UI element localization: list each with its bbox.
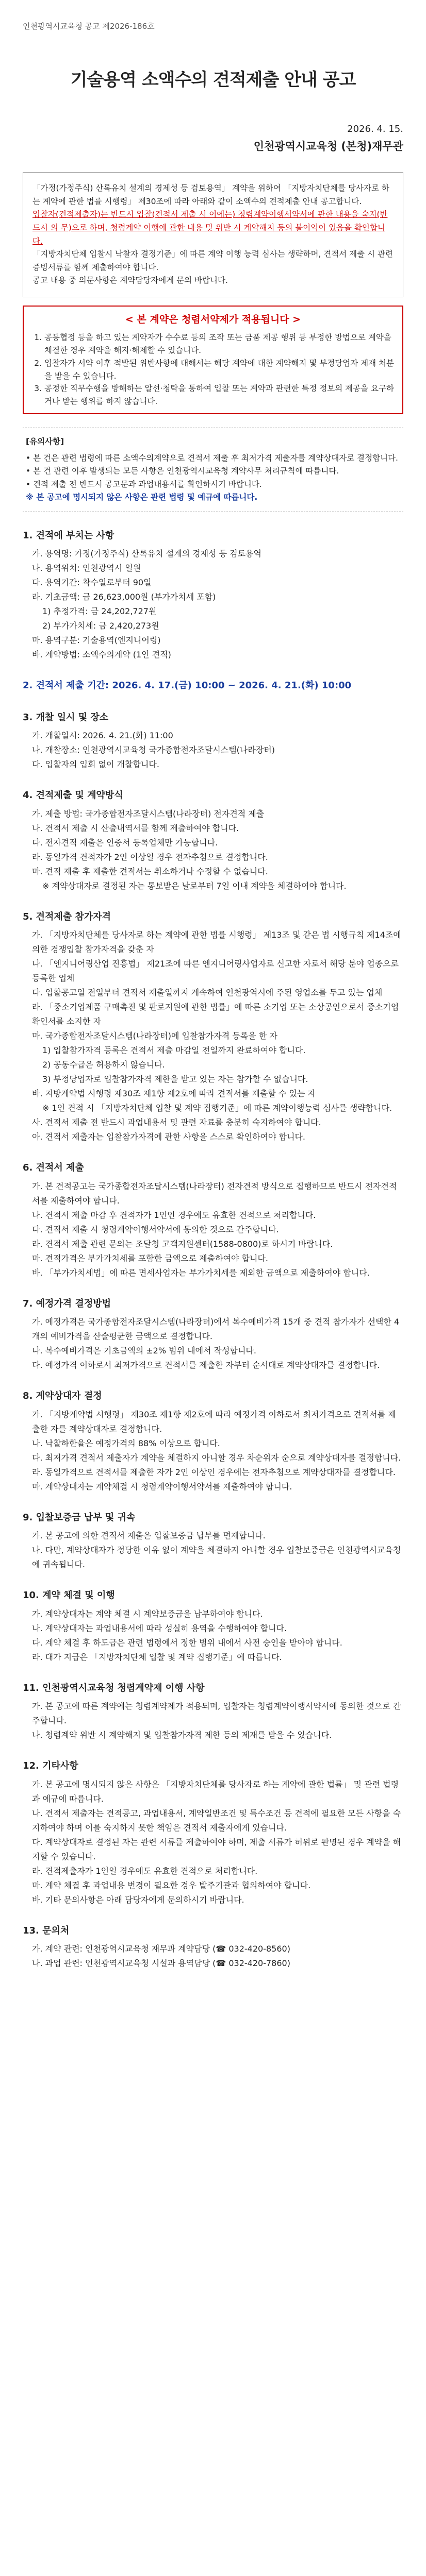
- notice-box: [23, 172, 403, 297]
- section-heading: 1. 견적에 부치는 사항: [23, 530, 114, 541]
- section-heading: 10. 계약 체결 및 이행: [23, 1590, 115, 1601]
- section-heading: 11. 인천광역시교육청 청렴계약제 이행 사항: [23, 1682, 205, 1693]
- integrity-item: 2. 입찰자가 서약 이후 적발된 위반사항에 대해서는 해당 계약에 대한 계약해지 및 부정당업자 제재 처분을 받을 수 있습니다.: [44, 357, 394, 383]
- remark-line: • 본 건 관련 이후 발생되는 모든 사항은 인천광역시교육청 계약사무 처리규칙에 따릅니다.: [26, 466, 339, 476]
- section-row: 나. 청렴계약 위반 시 계약해지 및 입찰참가자격 제한 등의 제재를 받을 수 있습니다.: [32, 1730, 332, 1740]
- integrity-title: < 본 계약은 청렴서약제가 적용됩니다 >: [125, 313, 301, 325]
- section-row: 라. 동일가격으로 견적서를 제출한 자가 2인 이상인 경우에는 전자추첨으로 계약상대자를 결정합니다.: [32, 1467, 396, 1477]
- section-row: 가. 본 공고에 따른 계약에는 청렴계약제가 적용되며, 입찰자는 청렴계약이행서약서에 동의한 것으로 간주합니다.: [32, 1701, 401, 1726]
- section-row: 나. 복수예비가격은 기초금액의 ±2% 범위 내에서 작성합니다.: [32, 1346, 256, 1356]
- section-row: 가. 본 공고에 명시되지 않은 사항은 「지방자치단체를 당사자로 하는 계약에 관한 법률」 및 관련 법령과 예규에 따릅니다.: [32, 1779, 399, 1804]
- section-row: 다. 입찰자의 입회 없이 개찰합니다.: [32, 759, 159, 770]
- section-heading: 4. 견적제출 및 계약방식: [23, 790, 123, 801]
- section-row: 나. 다만, 계약상대자가 정당한 이유 없이 계약을 체결하지 아니할 경우 입찰보증금은 인천광역시교육청에 귀속됩니다.: [32, 1545, 401, 1570]
- section-row: ※ 계약상대자로 결정된 자는 통보받은 날로부터 7일 이내 계약을 체결하여야 합니다.: [42, 880, 347, 891]
- section: [23, 1587, 403, 1665]
- section-row: 나. 견적서 제출 시 산출내역서를 함께 제출하여야 합니다.: [32, 823, 239, 833]
- section-row: 나. 낙찰하한율은 예정가격의 88% 이상으로 합니다.: [32, 1438, 220, 1448]
- section: [23, 1758, 403, 1907]
- section-row: 가. 제출 방법: 국가종합전자조달시스템(나라장터) 전자견적 제출: [32, 808, 265, 819]
- section-row: 마. 계약 체결 후 과업내용 변경이 필요한 경우 발주기관과 협의하여야 합니다.: [32, 1880, 311, 1890]
- notice-intro: 「가정(가정주식) 산록유치 설계의 경제성 등 검토용역」 계약을 위하여 「지방자치단체를 당사자로 하는 계약에 관한 법률 시행령」 제30조에 따라 아래와 같이 소액수의 견적제출 안내 공고합니다.: [32, 183, 389, 206]
- section-row: 다. 예정가격 이하로서 최저가격으로 견적서를 제출한 자부터 순서대로 계약상대자를 결정합니다.: [32, 1360, 380, 1370]
- doc-number: 인천광역시교육청 공고 제2026-186호: [23, 22, 155, 31]
- notice-line: 「지방자치단체 입찰시 낙찰자 결정기준」에 따른 계약 이행 능력 심사는 생략하며, 견적서 제출 시 관련 증빙서류를 함께 제출하여야 합니다.: [32, 249, 393, 272]
- section-heading: 5. 견적제출 참가자격: [23, 911, 111, 922]
- section-row: 아. 견적서 제출자는 입찰참가자격에 관한 사항을 스스로 확인하여야 합니다.: [32, 1132, 305, 1142]
- section-row: 마. 국가종합전자조달시스템(나라장터)에 입찰참가자격 등록을 한 자: [32, 1031, 277, 1041]
- section-heading: 8. 계약상대자 결정: [23, 1391, 102, 1402]
- section-row: 바. 기타 문의사항은 아래 담당자에게 문의하시기 바랍니다.: [32, 1894, 244, 1905]
- section-row: 바. 「부가가치세법」에 따른 면세사업자는 부가가치세를 제외한 금액으로 제출하여야 합니다.: [32, 1267, 370, 1278]
- sections: [23, 528, 403, 1971]
- remark-line: • 견적 제출 전 반드시 공고문과 과업내용서를 확인하시기 바랍니다.: [26, 479, 262, 489]
- integrity-item: 1. 공동협정 등을 하고 있는 계약자가 수수료 등의 조작 또는 금품 제공 행위 등 부정한 방법으로 계약을 체결한 경우 계약을 해지·해제할 수 있습니다.: [44, 331, 394, 357]
- section-row: 마. 용역구분: 기술용역(엔지니어링): [32, 635, 161, 646]
- section-heading: 3. 개찰 일시 및 장소: [23, 711, 109, 723]
- section-row: 나. 용역위치: 인천광역시 일원: [32, 563, 141, 573]
- section-row: 가. 용역명: 가정(가정주식) 산록유치 설계의 경제성 등 검토용역: [32, 549, 261, 559]
- section-heading: 2. 견적서 제출 기간: 2026. 4. 17.(금) 10:00 ~ 2026. 4. 21.(화) 10:00: [23, 680, 352, 691]
- section-row: 나. 「엔지니어링산업 진흥법」 제21조에 따른 엔지니어링사업자로 신고한 자로서 해당 분야 업종으로 등록한 업체: [32, 959, 399, 984]
- section: [23, 528, 403, 663]
- section: [23, 1680, 403, 1743]
- section-row: 가. 본 견적공고는 국가종합전자조달시스템(나라장터) 전자견적 방식으로 집행하므로 반드시 전자견적서를 제출하여야 합니다.: [32, 1181, 397, 1206]
- section-row: 가. 계약 관련: 인천광역시교육청 재무과 계약담당 (☎ 032-420-8560): [32, 1944, 290, 1954]
- section-heading: 9. 입찰보증금 납부 및 귀속: [23, 1512, 136, 1523]
- section-row: 라. 견적서 제출 관련 문의는 조달청 고객지원센터(1588-0800)로 하시기 바랍니다.: [32, 1239, 333, 1249]
- remarks-head: [유의사항]: [26, 436, 64, 446]
- section-row: 라. 기초금액: 금 26,623,000원 (부가가치세 포함): [32, 592, 216, 602]
- section-row: 라. 견적제출자가 1인일 경우에도 유효한 견적으로 처리합니다.: [32, 1866, 258, 1876]
- section-row: 마. 계약상대자는 계약체결 시 청렴계약이행서약서를 제출하여야 합니다.: [32, 1481, 292, 1492]
- section-row: 사. 견적서 제출 전 반드시 과업내용서 및 관련 자료를 충분히 숙지하여야 합니다.: [32, 1117, 321, 1128]
- section-row: ※ 1인 견적 시 「지방자치단체 입찰 및 계약 집행기준」에 따른 계약이행능력 심사를 생략합니다.: [42, 1103, 392, 1113]
- remarks-box: [23, 428, 403, 512]
- section-heading: 12. 기타사항: [23, 1760, 78, 1772]
- remarks-blue-line: ※ 본 공고에 명시되지 않은 사항은 관련 법령 및 예규에 따릅니다.: [26, 493, 258, 502]
- section-row: 마. 견적 제출 후 제출한 견적서는 취소하거나 수정할 수 없습니다.: [32, 866, 268, 876]
- integrity-list: [32, 331, 394, 408]
- section-row: 1) 입찰참가자격 등록은 견적서 제출 마감일 전일까지 완료하여야 합니다.: [42, 1045, 306, 1056]
- section-row: 라. 「중소기업제품 구매촉진 및 판로지원에 관한 법률」에 따른 소기업 또는 소상공인으로서 중소기업확인서를 소지한 자: [32, 1002, 399, 1027]
- section-row: 나. 개찰장소: 인천광역시교육청 국가종합전자조달시스템(나라장터): [32, 745, 275, 755]
- section: [23, 709, 403, 772]
- remarks-lines: [26, 452, 400, 492]
- section-row: 다. 용역기간: 착수일로부터 90일: [32, 578, 152, 588]
- section-row: 다. 계약 체결 후 하도급은 관련 법령에서 정한 범위 내에서 사전 승인을 받아야 합니다.: [32, 1637, 342, 1648]
- section-row: 가. 「지방자치단체를 당사자로 하는 계약에 관한 법률 시행령」 제13조 및 같은 법 시행규칙 제14조에 의한 경쟁입찰 참가자격을 갖춘 자: [32, 930, 401, 955]
- doc-title: 기술용역 소액수의 견적제출 안내 공고: [70, 70, 356, 90]
- section-row: 가. 예정가격은 국가종합전자조달시스템(나라장터)에서 복수예비가격 15개 중 견적 참가자가 선택한 4개의 예비가격을 산술평균한 금액으로 결정합니다.: [32, 1317, 400, 1342]
- notice-line: 공고 내용 중 의문사항은 계약담당자에게 문의 바랍니다.: [32, 276, 228, 285]
- section-row: 다. 입찰공고일 전일부터 견적서 제출일까지 계속하여 인천광역시에 주된 영업소를 두고 있는 업체: [32, 988, 383, 998]
- section-row: 다. 계약상대자로 결정된 자는 관련 서류를 제출하여야 하며, 제출 서류가 허위로 판명된 경우 계약을 해지할 수 있습니다.: [32, 1837, 401, 1861]
- section-row: 다. 최저가격 견적서 제출자가 계약을 체결하지 아니할 경우 차순위자 순으로 계약상대자를 결정합니다.: [32, 1452, 401, 1463]
- integrity-item: 3. 공정한 직무수행을 방해하는 알선·청탁을 통하여 입찰 또는 계약과 관련한 특정 정보의 제공을 요구하거나 받는 행위를 하지 않습니다.: [44, 382, 394, 408]
- section-row: 가. 「지방계약법 시행령」 제30조 제1항 제2호에 따라 예정가격 이하로서 최저가격으로 견적서를 제출한 자를 계약상대자로 결정합니다.: [32, 1409, 396, 1434]
- section-row: 2) 부가가치세: 금 2,420,273원: [42, 621, 159, 631]
- section-row: 다. 전자견적 제출은 인증서 등록업체만 가능합니다.: [32, 837, 218, 848]
- section-row: 바. 지방계약법 시행령 제30조 제1항 제2호에 따라 견적서를 제출할 수 있는 자: [32, 1089, 316, 1099]
- section: [23, 909, 403, 1145]
- section-row: 다. 견적서 제출 시 청렴계약이행서약서에 동의한 것으로 간주합니다.: [32, 1224, 279, 1234]
- section-row: 라. 대가 지급은 「지방자치단체 입찰 및 계약 집행기준」에 따릅니다.: [32, 1652, 282, 1662]
- section-heading: 13. 문의처: [23, 1925, 70, 1936]
- section-heading: 6. 견적서 제출: [23, 1162, 84, 1174]
- section-row: 마. 견적가격은 부가가치세를 포함한 금액으로 제출하여야 합니다.: [32, 1253, 269, 1263]
- integrity-box: [23, 306, 403, 414]
- section-heading: 7. 예정가격 결정방법: [23, 1298, 111, 1309]
- section-row: 1) 추정가격: 금 24,202,727원: [42, 606, 157, 617]
- section-row: 바. 계약방법: 소액수의계약 (1인 견적): [32, 650, 171, 660]
- section: [23, 1510, 403, 1572]
- section: [23, 1160, 403, 1280]
- section: [23, 1296, 403, 1373]
- section-row: 나. 과업 관련: 인천광역시교육청 시설과 용역담당 (☎ 032-420-7860): [32, 1958, 290, 1969]
- section-row: 나. 견적서 제출자는 견적공고, 과업내용서, 계약일반조건 및 특수조건 등 견적에 필요한 모든 사항을 숙지하여야 하며 이를 숙지하지 못한 책임은 견적서 제출자에게 있습니다.: [32, 1808, 401, 1833]
- issue-block: [23, 122, 403, 156]
- section-row: 가. 본 공고에 의한 견적서 제출은 입찰보증금 납부를 면제합니다.: [32, 1531, 266, 1541]
- remark-line: • 본 건은 관련 법령에 따른 소액수의계약으로 견적서 제출 후 최저가격 제출자를 계약상대자로 결정합니다.: [26, 453, 398, 463]
- issuer: 인천광역시교육청 (본청)재무관: [253, 140, 403, 152]
- section-row: 2) 공동수급은 허용하지 않습니다.: [42, 1060, 165, 1070]
- section-row: 3) 부정당업자로 입찰참가자격 제한을 받고 있는 자는 참가할 수 없습니다.: [42, 1074, 308, 1084]
- notice-lines: [32, 208, 394, 287]
- section: [23, 787, 403, 893]
- section-row: 라. 동일가격 견적자가 2인 이상일 경우 전자추첨으로 결정합니다.: [32, 852, 268, 862]
- issue-date: 2026. 4. 15.: [347, 124, 403, 134]
- section: [23, 1388, 403, 1494]
- section-row: 나. 계약상대자는 과업내용서에 따라 성실히 용역을 수행하여야 합니다.: [32, 1623, 287, 1633]
- section-row: 가. 개찰일시: 2026. 4. 21.(화) 11:00: [32, 731, 173, 741]
- section: [23, 677, 403, 694]
- section-row: 나. 견적서 제출 마감 후 견적자가 1인인 경우에도 유효한 견적으로 처리합니다.: [32, 1210, 316, 1220]
- notice-line: 입찰자(견적제출자)는 반드시 입찰(견적서 제출 시 이에는) 청렴계약이행서약서에 관한 내용을 숙지(반드시 의 무)으로 하며, 청렴계약 이행에 관한 내용 및 위반 시 계약해지 등의 불이익이 있음을 확인합니다.: [32, 210, 388, 246]
- section-row: 가. 계약상대자는 계약 체결 시 계약보증금을 납부하여야 합니다.: [32, 1608, 263, 1619]
- section: [23, 1923, 403, 1971]
